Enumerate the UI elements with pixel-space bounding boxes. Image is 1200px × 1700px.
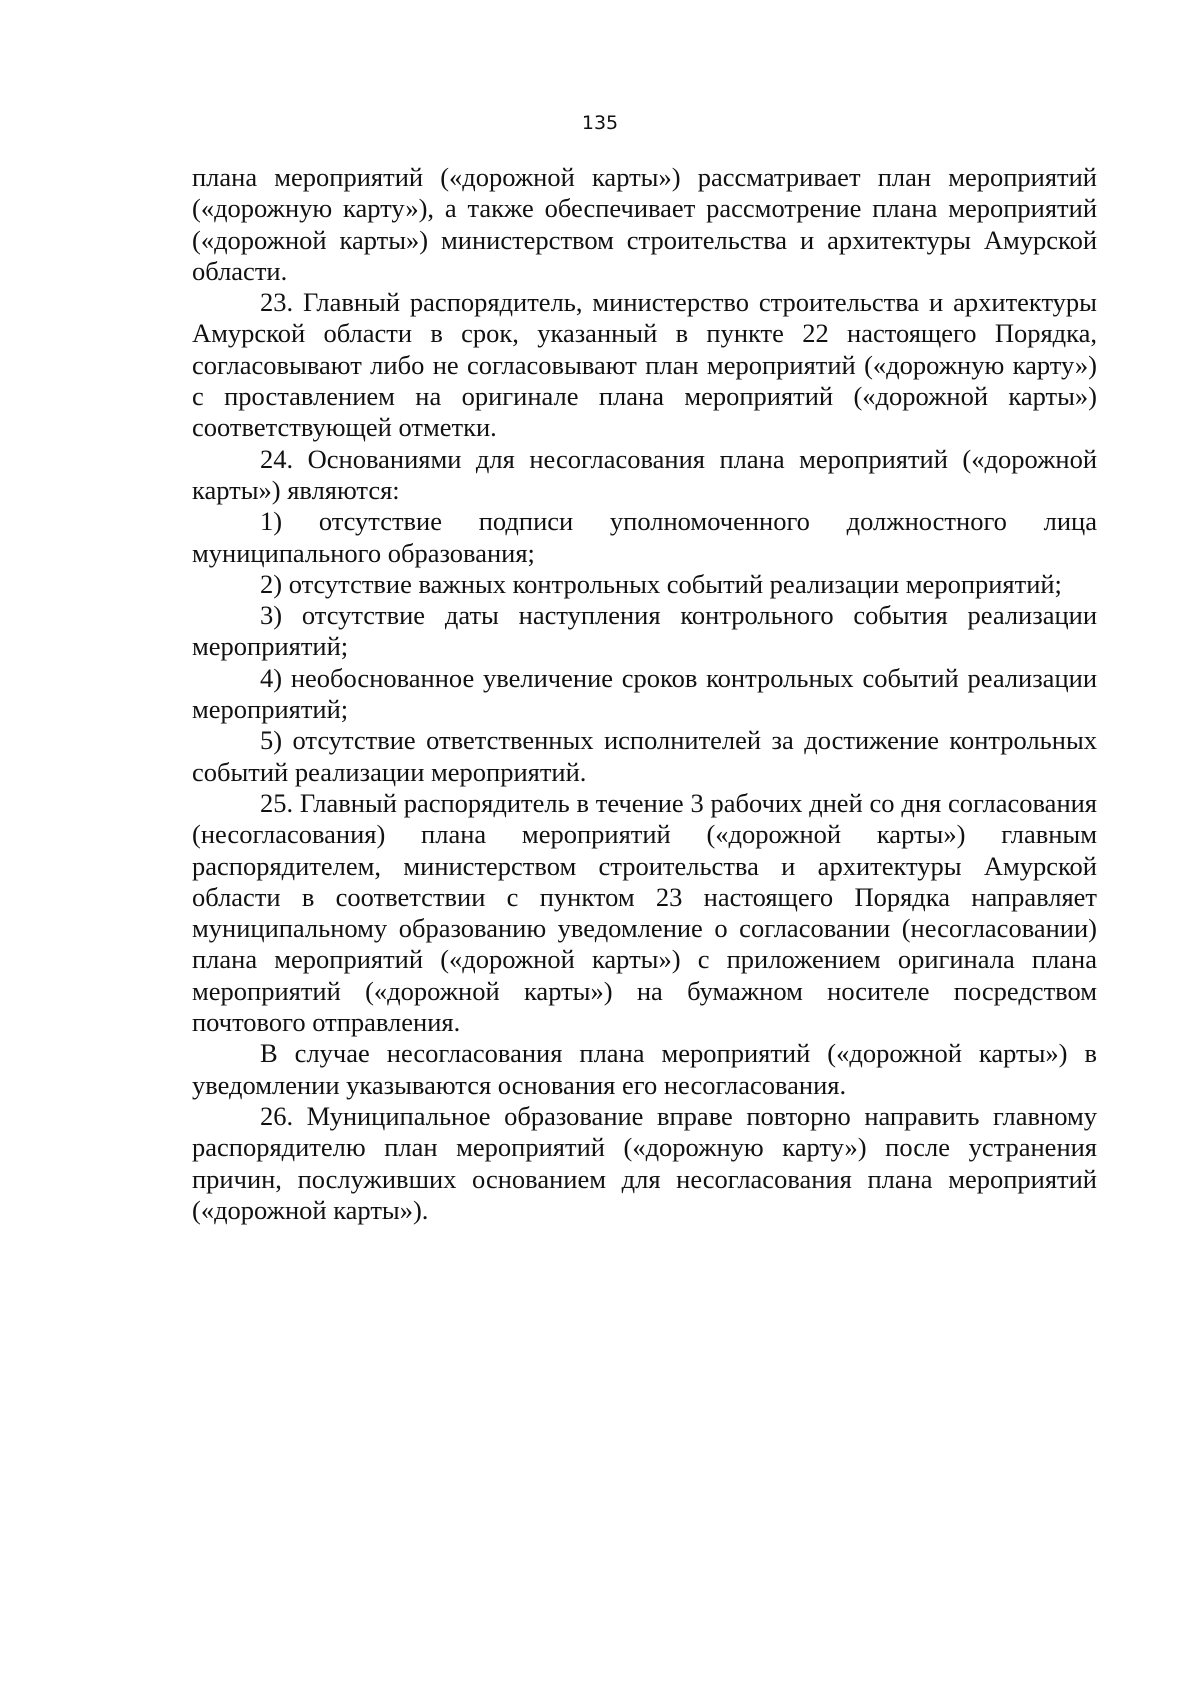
paragraph-item-25: 25. Главный распорядитель в течение 3 рабочих дней со дня согласования (несогласования) плана мероприятий («дорожной карты») главным распорядителем, министерством строительства и архитектуры Амурской области в соответствии с пунктом 23 настоящего Порядка направляет муниципальному образованию уведомление о согласовании (несогласовании) плана мероприятий («дорожной карты») с приложением оригинала плана мероприятий («дорожной карты») на бумажном носителе посредством почтового отправления.	[192, 787, 1097, 1038]
list-item-3: 3) отсутствие даты наступления контрольного события реализации мероприятий;	[192, 600, 1097, 662]
list-item-1: 1) отсутствие подписи уполномоченного должностного лица муниципального образования;	[192, 506, 1097, 568]
page-number: 135	[581, 112, 619, 134]
paragraph-notice: В случае несогласования плана мероприятий («дорожной карты») в уведомлении указываются основания его несогласования.	[192, 1038, 1097, 1100]
list-item-4: 4) необоснованное увеличение сроков контрольных событий реализации мероприятий;	[192, 662, 1097, 725]
list-item-5: 5) отсутствие ответственных исполнителей за достижение контрольных событий реализации мероприятий.	[192, 725, 1097, 787]
paragraph-item-26: 26. Муниципальное образование вправе повторно направить главному распорядителю план мероприятий («дорожную карту») после устранения причин, послуживших основанием для несогласования плана мероприятий («дорожной карты»).	[192, 1100, 1097, 1225]
paragraph-continuation: плана мероприятий («дорожной карты») рассматривает план мероприятий («дорожную карту»), а также обеспечивает рассмотрение плана мероприятий («дорожной карты») министерством строительства и архитектуры Амурской области.	[192, 162, 1097, 286]
document-body	[192, 162, 1097, 1226]
list-item-2: 2) отсутствие важных контрольных событий реализации мероприятий;	[260, 568, 1062, 599]
paragraph-item-23: 23. Главный распорядитель, министерство строительства и архитектуры Амурской области в срок, указанный в пункте 22 настоящего Порядка, согласовывают либо не согласовывают план мероприятий («дорожную карту») с проставлением на оригинале плана мероприятий («дорожной карты») соответствующей отметки.	[192, 287, 1097, 443]
paragraph-item-24: 24. Основаниями для несогласования плана мероприятий («дорожной карты») являются:	[192, 443, 1097, 505]
